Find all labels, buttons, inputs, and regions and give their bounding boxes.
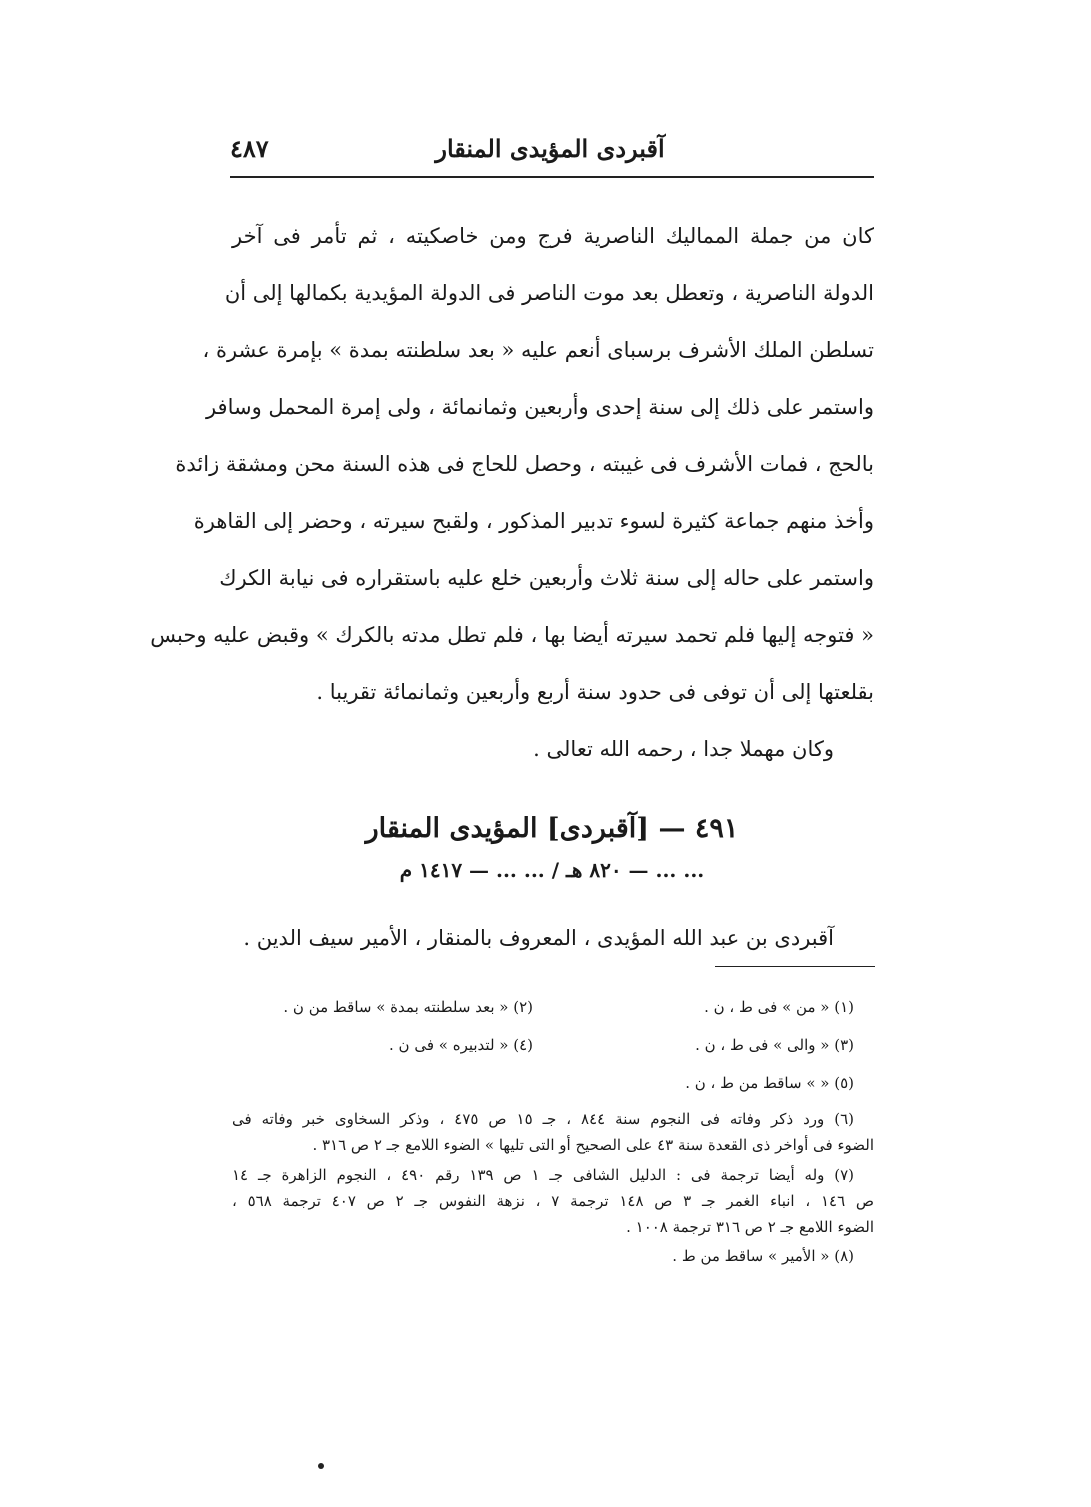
body-line: بالحج ، فمات الأشرف فى غيبته ، وحصل للحاج فى هذه السنة محن ومشقة زائدة bbox=[175, 452, 874, 476]
footnote-2: (٢) « بعد سلطنته بمدة » ساقط من ن . bbox=[283, 998, 533, 1016]
body-line: الدولة الناصرية ، وتعطل بعد موت الناصر فى الدولة المؤيدية بكمالها إلى أن bbox=[224, 281, 874, 305]
footnote-line: الضوء اللامع جـ ٢ ص ٣١٦ ترجمة ١٠٠٨ . bbox=[626, 1218, 874, 1236]
running-title: آقبردى المؤيدى المنقار bbox=[435, 133, 665, 163]
entry-title: ٤٩١ — [آقبردى] المؤيدى المنقار bbox=[365, 813, 739, 844]
footnote-rule bbox=[715, 966, 875, 967]
closing-line: وكان مهملا جدا ، رحمه الله تعالى . bbox=[533, 737, 834, 761]
footnote-row bbox=[232, 1064, 874, 1102]
body-line: وأخذ منهم جماعة كثيرة لسوء تدبير المذكور ، ولقبح سيرته ، وحضر إلى القاهرة bbox=[193, 509, 874, 533]
footnote-8: (٨) « الأمير » ساقط من ط . bbox=[672, 1247, 854, 1265]
body-line: « فتوجه إليها فلم تحمد سيرته أيضا بها ، فلم تطل مدته بالكرك » وقبض عليه وحبس bbox=[150, 623, 874, 647]
footnote-5: (٥) « » ساقط من ط ، ن . bbox=[685, 1074, 854, 1092]
footnote-line: (٦) ورد ذكر وفاته فى النجوم سنة ٨٤٤ ، جـ ١٥ ص ٤٧٥ ، وذكر السخاوى خبر وفاته فى bbox=[232, 1110, 854, 1128]
header-rule bbox=[230, 176, 874, 178]
ink-dot bbox=[318, 1463, 324, 1469]
footnote-line: (٧) وله أيضا ترجمة فى : الدليل الشافى جـ ١ ص ١٣٩ رقم ٤٩٠ ، النجوم الزاهرة جـ ١٤ bbox=[232, 1166, 855, 1184]
footnote-3: (٣) « والى » فى ط ، ن . bbox=[695, 1036, 854, 1054]
footnote-row bbox=[232, 988, 874, 1026]
biography-text bbox=[150, 208, 874, 778]
footnote-4: (٤) « لتدبيره » فى ن . bbox=[389, 1036, 533, 1054]
footnotes bbox=[232, 988, 874, 1272]
footnote-row bbox=[232, 1026, 874, 1064]
body-line: كان من جملة المماليك الناصرية فرج ومن خاصكيته ، ثم تأمر فى آخر bbox=[232, 224, 874, 248]
footnote-line: ص ١٤٦ ، انباء الغمر جـ ٣ ص ١٤٨ ترجمة ٧ ، نزهة النفوس جـ ٢ ص ٤٠٧ ترجمة ٥٦٨ ، bbox=[232, 1192, 875, 1210]
footnote-6 bbox=[232, 1106, 874, 1158]
footnote-7 bbox=[232, 1162, 874, 1240]
running-head bbox=[230, 128, 870, 168]
entry-name-line: آقبردى بن عبد الله المؤيدى ، المعروف بالمنقار ، الأمير سيف الدين . bbox=[243, 926, 834, 950]
body-line: تسلطن الملك الأشرف برسباى أنعم عليه « بعد سلطنته بمدة » بإمرة عشرة ، bbox=[202, 338, 874, 362]
page-number: ٤٨٧ bbox=[230, 133, 269, 163]
footnote-line: الضوء فى أواخر ذى القعدة سنة ٤٣ على الصحيح أو التى تليها » الضوء اللامع جـ ٢ ص ٣١٦ . bbox=[312, 1136, 874, 1154]
entry-heading bbox=[230, 806, 874, 888]
body-line: واستمر على ذلك إلى سنة إحدى وأربعين وثمانمائة ، ولى إمرة المحمل وسافر bbox=[205, 395, 874, 419]
body-line: بقلعتها إلى أن توفى فى حدود سنة أربع وأربعين وثمانمائة تقريبا . bbox=[316, 680, 874, 704]
entry-dates: ... ... — ٨٢٠ هـ / ... ... — ١٤١٧ م bbox=[399, 858, 705, 882]
body-line: واستمر على حاله إلى سنة ثلاث وأربعين خلع عليه باستقراره فى نيابة الكرك bbox=[219, 566, 874, 590]
footnote-1: (١) « من » فى ط ، ن . bbox=[704, 998, 854, 1016]
